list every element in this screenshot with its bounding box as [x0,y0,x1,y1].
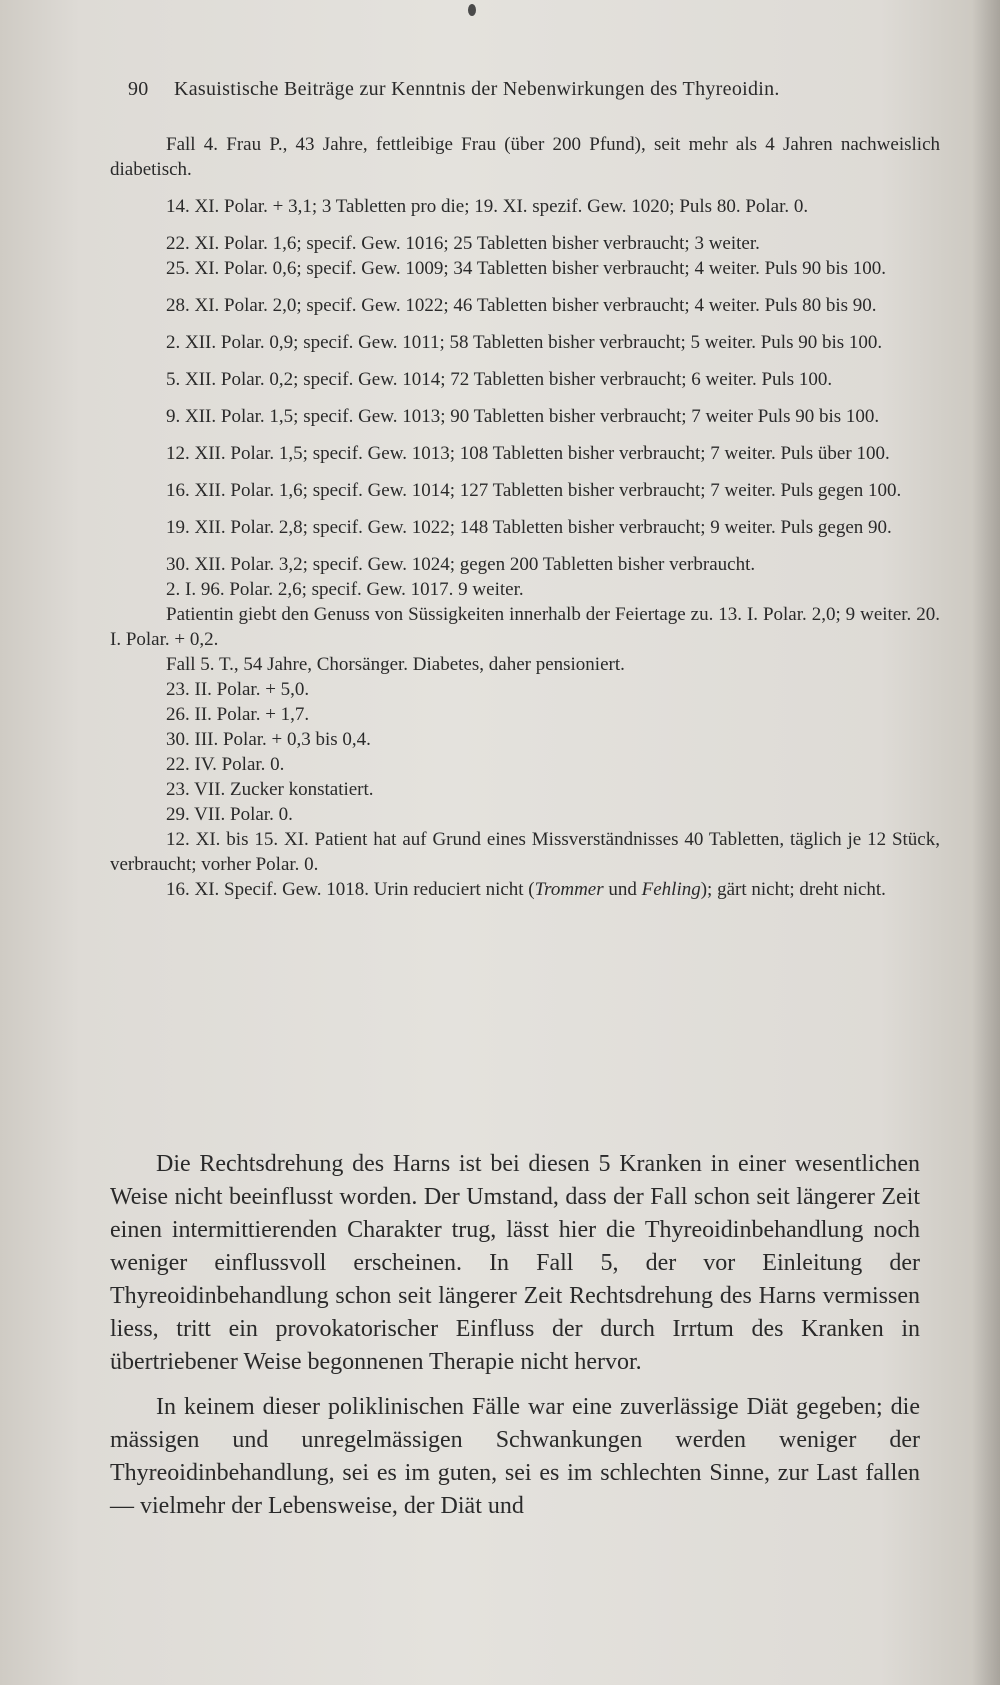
case4-entry: 28. XI. Polar. 2,0; specif. Gew. 1022; 46 Tabletten bisher verbraucht; 4 weiter. Puls 80 bis 90. [166,295,877,316]
running-title: Kasuistische Beiträge zur Kenntnis der Nebenwirkungen des Thyreoidin. [174,78,780,100]
case5-intro: Fall 5. T., 54 Jahre, Chorsänger. Diabetes, daher pensioniert. [166,654,625,675]
case4-entry: 9. XII. Polar. 1,5; specif. Gew. 1013; 90 Tabletten bisher verbraucht; 7 weiter Puls 90 bis 100. [166,406,880,427]
case4-entry: 16. XII. Polar. 1,6; specif. Gew. 1014; 127 Tabletten bisher verbraucht; 7 weiter. Puls gegen 100. [166,480,902,501]
case4-entry: 12. XII. Polar. 1,5; specif. Gew. 1013; 108 Tabletten bisher verbraucht; 7 weiter. Puls über 100. [166,443,890,464]
case5-note: 12. XI. bis 15. XI. Patient hat auf Grund eines Missverständnisses 40 Tabletten, täglich je 12 Stück, verbraucht; vorher Polar. 0. [110,829,940,875]
trommer-ref: Trommer [534,879,604,900]
paragraph: In keinem dieser poliklinischen Fälle war eine zuverlässige Diät gegeben; die mässigen und unregelmässigen Schwankungen werden weniger der Thyreoidinbehandlung, sei es im guten, sei es im schlechten Sinne, zur Last fallen — vielmehr der Lebensweise, der Diät und [110,1394,920,1519]
case4-tail: 30. XII. Polar. 3,2; specif. Gew. 1024; gegen 200 Tabletten bisher verbraucht. [166,554,756,575]
discussion-text [110,1148,920,1535]
case4-intro: Fall 4. Frau P., 43 Jahre, fettleibige Frau (über 200 Pfund), seit mehr als 4 Jahren nachweislich diabetisch. [110,134,940,180]
note-text: 16. XI. Specif. Gew. 1018. Urin reduciert nicht ( [166,879,535,900]
case4-entry: 5. XII. Polar. 0,2; specif. Gew. 1014; 72 Tabletten bisher verbraucht; 6 weiter. Puls 100. [166,369,833,390]
case4-tail: 2. I. 96. Polar. 2,6; specif. Gew. 1017. 9 weiter. [166,579,524,600]
page-number: 90 [128,78,149,100]
case4-entry: 14. XI. Polar. + 3,1; 3 Tabletten pro die; 19. XI. spezif. Gew. 1020; Puls 80. Polar. 0. [166,196,809,217]
note-text: ); gärt nicht; dreht nicht. [700,879,886,900]
case5-line: 22. IV. Polar. 0. [166,754,285,775]
case4-entry: 19. XII. Polar. 2,8; specif. Gew. 1022; 148 Tabletten bisher verbraucht; 9 weiter. Puls gegen 90. [166,517,892,538]
case5-line: 23. II. Polar. + 5,0. [166,679,310,700]
case5-line: 29. VII. Polar. 0. [166,804,293,825]
note-text: und [603,879,642,900]
running-head [128,78,908,101]
fehling-ref: Fehling [641,879,701,900]
case4-tail: Patientin giebt den Genuss von Süssigkeiten innerhalb der Feiertage zu. 13. I. Polar. 2,0; 9 weiter. 20. I. Polar. + 0,2. [110,604,940,650]
case4-entry: 2. XII. Polar. 0,9; specif. Gew. 1011; 58 Tabletten bisher verbraucht; 5 weiter. Puls 90 bis 100. [166,332,883,353]
case5-line: 26. II. Polar. + 1,7. [166,704,310,725]
case5-line: 23. VII. Zucker konstatiert. [166,779,374,800]
page-edge-shadow [972,0,1000,1685]
case4-entry: 25. XI. Polar. 0,6; specif. Gew. 1009; 34 Tabletten bisher verbraucht; 4 weiter. Puls 90 bis 100. [166,258,887,279]
ink-mark [468,4,476,16]
case5-note [110,877,940,902]
case-records [110,132,940,902]
case5-line: 30. III. Polar. + 0,3 bis 0,4. [166,729,371,750]
case4-entry: 22. XI. Polar. 1,6; specif. Gew. 1016; 25 Tabletten bisher verbraucht; 3 weiter. [166,233,760,254]
paragraph: Die Rechtsdrehung des Harns ist bei diesen 5 Kranken in einer wesentlichen Weise nicht beeinflusst worden. Der Umstand, dass der Fall schon seit längerer Zeit einen intermittierenden Charakter trug, lässt hier die Thyreoidinbehandlung noch weniger einflussvoll erscheinen. In Fall 5, der vor Einleitung der Thyreoidinbehandlung schon seit längerer Zeit Rechtsdrehung des Harns vermissen liess, tritt ein provokatorischer Einfluss der durch Irrtum des Kranken in übertriebener Weise begonnenen Therapie nicht hervor. [110,1151,920,1375]
